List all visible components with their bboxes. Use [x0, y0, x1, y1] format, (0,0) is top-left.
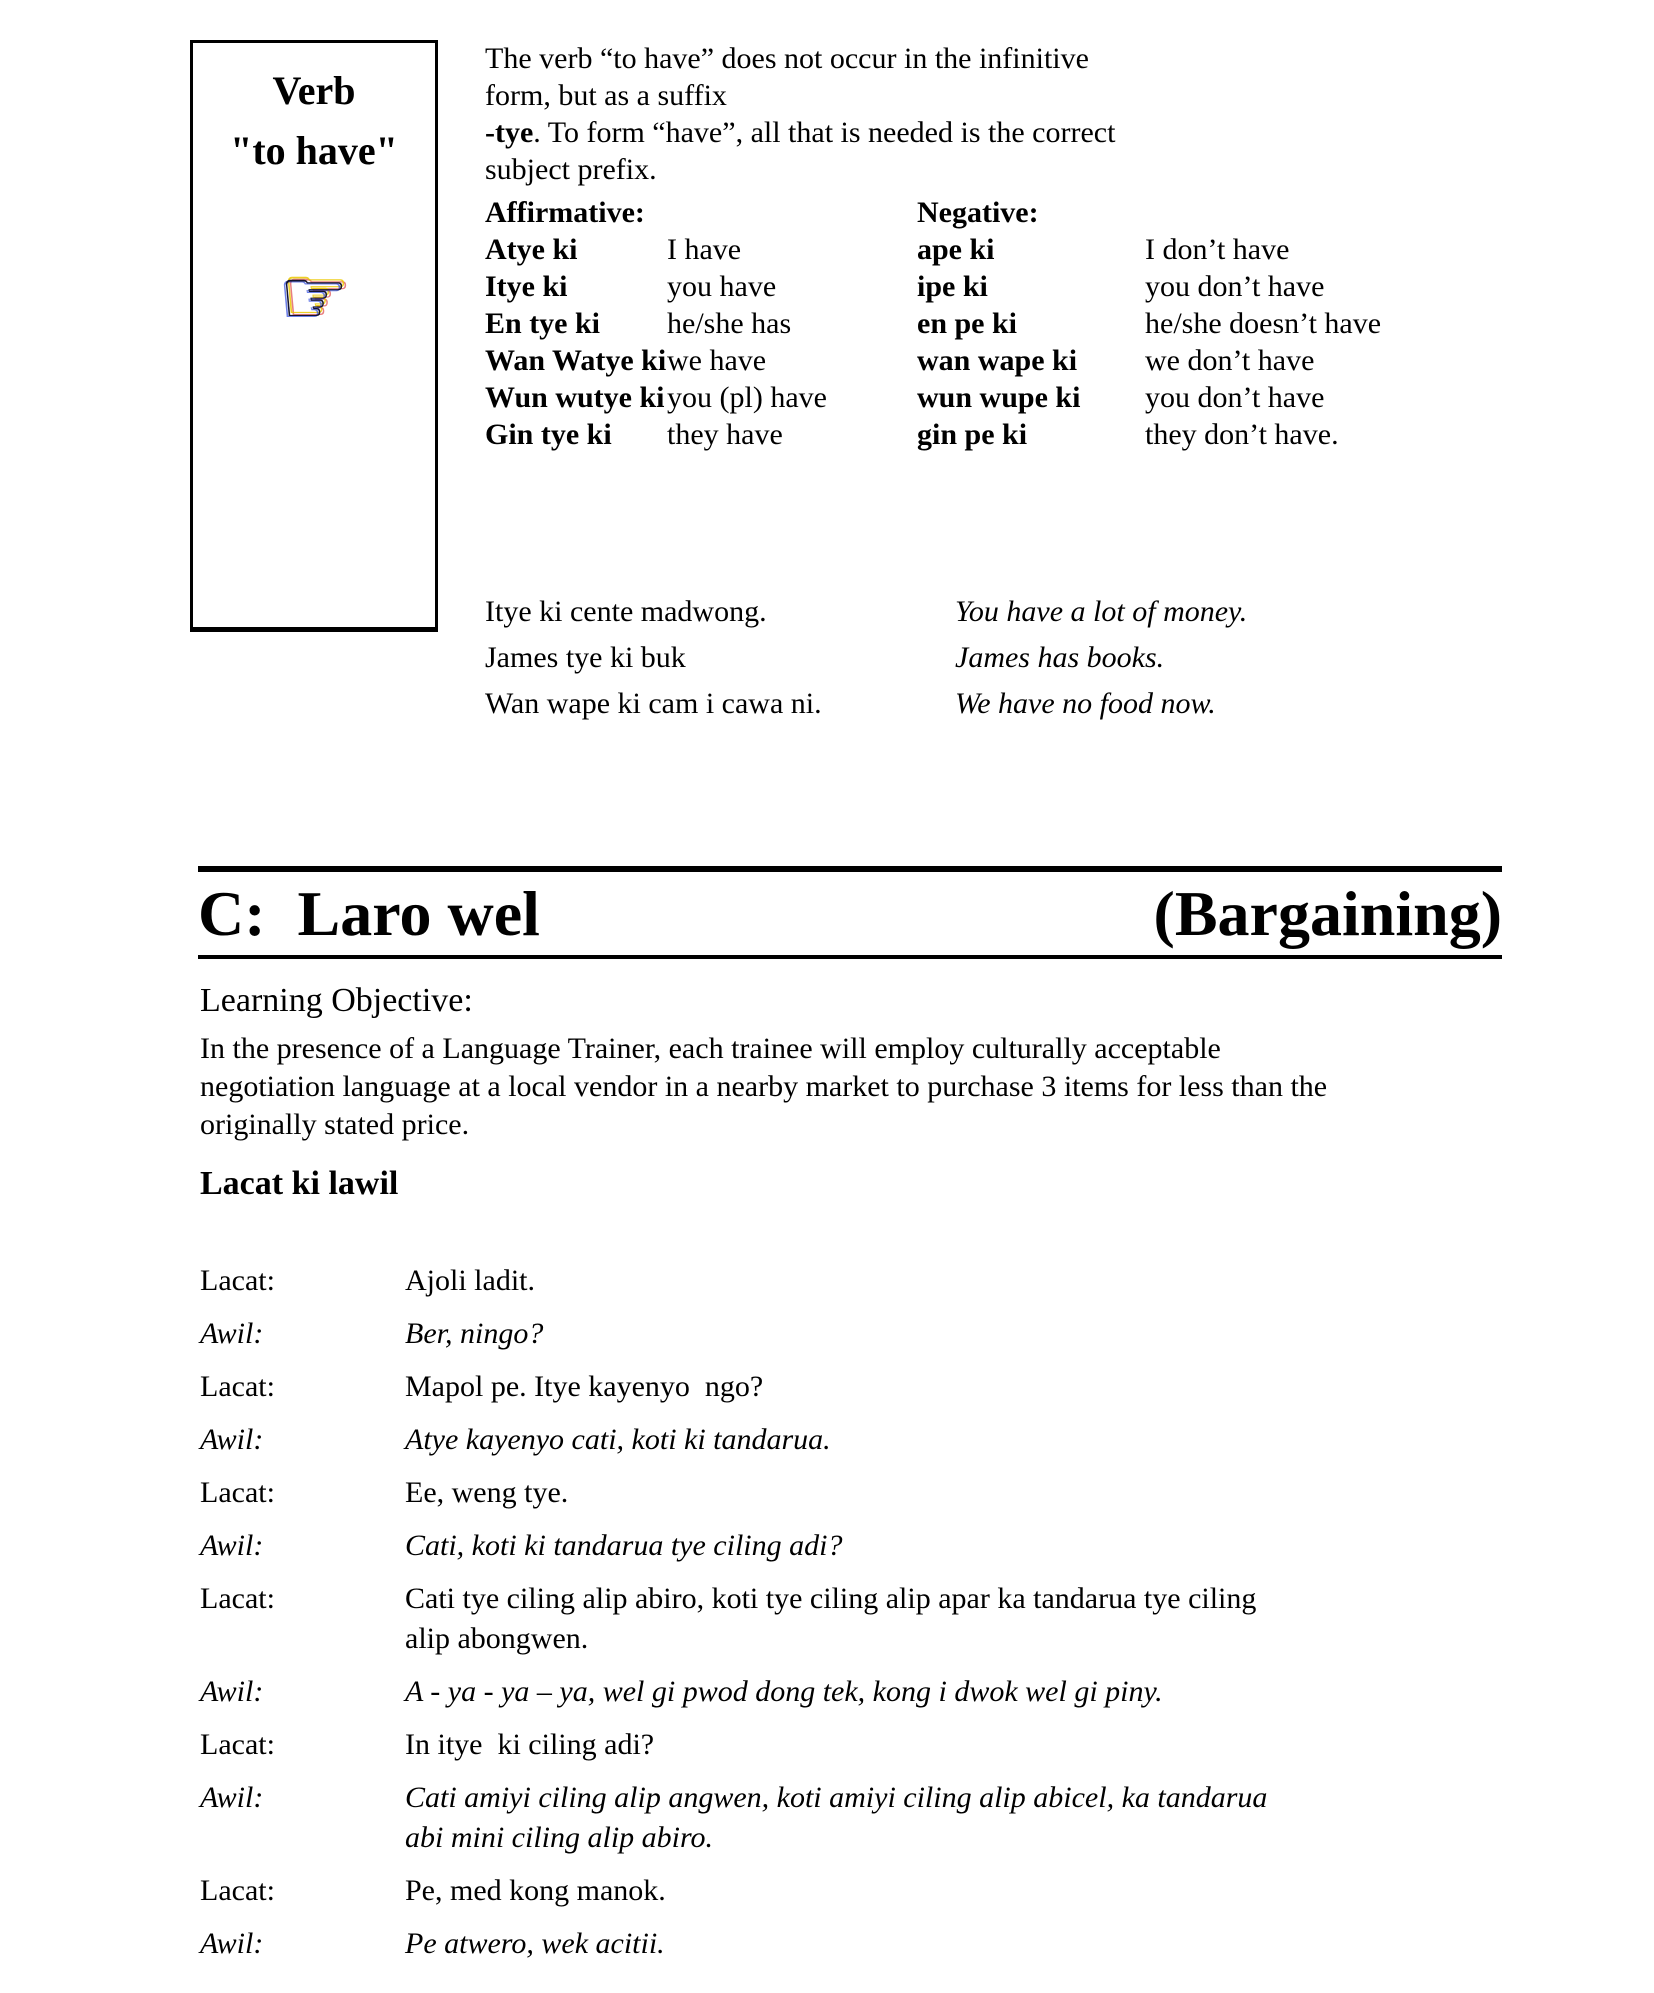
verb-callout-box	[190, 40, 438, 632]
dialogue-turn	[200, 1672, 1350, 1712]
dialogue-title: Lacat ki lawil	[200, 1165, 399, 1202]
intro-line-1: The verb “to have” does not occur in the infinitive form, but as a suffix	[485, 42, 1089, 112]
table-row: Wun wutye ki you (pl) have wun wupe ki you don’t have	[485, 381, 1325, 414]
utterance: Cati tye ciling alip abiro, koti tye ciling alip apar ka tandarua tye ciling alip abongwen.	[405, 1582, 1257, 1655]
verb-box-subtitle: "to have"	[230, 128, 398, 173]
speaker-label: Awil:	[200, 1781, 264, 1814]
intro-line-2: -tye. To form “have”, all that is needed is the correct subject prefix.	[485, 116, 1116, 186]
objective-heading: Learning Objective:	[200, 982, 473, 1019]
table-row: Wan Watye ki we have wan wape ki we don’t have	[485, 344, 1315, 377]
utterance: Mapol pe. Itye kayenyo ngo?	[405, 1370, 764, 1403]
utterance: A - ya - ya – ya, wel gi pwod dong tek, kong i dwok wel gi piny.	[405, 1675, 1163, 1708]
pointing-hand-icon: ☞	[279, 253, 349, 343]
section-rule-top	[198, 866, 1502, 872]
grammar-section	[485, 40, 1505, 727]
section-heading	[198, 876, 1502, 952]
speaker-label: Lacat:	[200, 1582, 275, 1615]
example-row: Wan wape ki cam i cawa ni. We have no food now.	[485, 687, 1216, 720]
utterance: Pe atwero, wek acitii.	[405, 1927, 665, 1960]
utterance: Cati, koti ki tandarua tye ciling adi?	[405, 1529, 843, 1562]
suffix-tye: -tye	[485, 116, 534, 149]
dialogue-turn	[200, 1526, 1350, 1566]
table-row: Gin tye ki they have gin pe ki they don’t have.	[485, 418, 1339, 451]
speaker-label: Awil:	[200, 1317, 264, 1350]
speaker-label: Awil:	[200, 1423, 264, 1456]
speaker-label: Lacat:	[200, 1874, 275, 1907]
example-row: Itye ki cente madwong. You have a lot of money.	[485, 595, 1248, 628]
dialogue-turn	[200, 1314, 1350, 1354]
utterance: Pe, med kong manok.	[405, 1874, 666, 1907]
dialogue-section	[200, 1163, 1350, 1977]
dialogue-turn	[200, 1420, 1350, 1460]
learning-objective: Learning Objective: In the presence of a Language Trainer, each trainee will employ culturally acceptable negotiation language at a local vendor in a nearby market to purchase 3 items for less than the originally stated price.	[200, 980, 1485, 1144]
dialogue-turn	[200, 1261, 1350, 1301]
dialogue-turn	[200, 1579, 1350, 1659]
utterance: Ber, ningo?	[405, 1317, 544, 1350]
dialogue-turn	[200, 1367, 1350, 1407]
speaker-label: Lacat:	[200, 1476, 275, 1509]
table-row: Itye ki you have ipe ki you don’t have	[485, 270, 1325, 303]
utterance: Ajoli ladit.	[405, 1264, 535, 1297]
speaker-label: Awil:	[200, 1529, 264, 1562]
speaker-label: Lacat:	[200, 1370, 275, 1403]
dialogue-turn	[200, 1725, 1350, 1765]
speaker-label: Awil:	[200, 1675, 264, 1708]
section-translation: (Bargaining)	[1153, 878, 1502, 949]
example-row: James tye ki buk James has books.	[485, 641, 1165, 674]
conjugation-table	[485, 231, 1505, 453]
utterance: In itye ki ciling adi?	[405, 1728, 655, 1761]
affirmative-header: Affirmative:	[485, 196, 645, 229]
verb-box-title: Verb	[272, 68, 356, 113]
utterance: Atye kayenyo cati, koti ki tandarua.	[405, 1423, 831, 1456]
table-row: En tye ki he/she has en pe ki he/she doesn’t have	[485, 307, 1382, 340]
section-label: C: Laro wel	[198, 878, 540, 949]
section-rule-bottom	[198, 955, 1502, 959]
dialogue-turn	[200, 1871, 1350, 1911]
dialogue-turns	[200, 1261, 1350, 1964]
table-row: Atye ki I have ape ki I don’t have	[485, 233, 1290, 266]
speaker-label: Awil:	[200, 1927, 264, 1960]
utterance: Cati amiyi ciling alip angwen, koti amiyi ciling alip abicel, ka tandarua abi mini ciling alip abiro.	[405, 1781, 1268, 1854]
negative-header: Negative:	[917, 196, 1039, 229]
speaker-label: Lacat:	[200, 1264, 275, 1297]
dialogue-turn	[200, 1778, 1350, 1858]
dialogue-turn	[200, 1473, 1350, 1513]
speaker-label: Lacat:	[200, 1728, 275, 1761]
utterance: Ee, weng tye.	[405, 1476, 569, 1509]
conjugation-headers	[485, 194, 1505, 231]
dialogue-turn	[200, 1924, 1350, 1964]
example-sentences	[485, 589, 1505, 727]
grammar-intro	[485, 40, 1157, 188]
